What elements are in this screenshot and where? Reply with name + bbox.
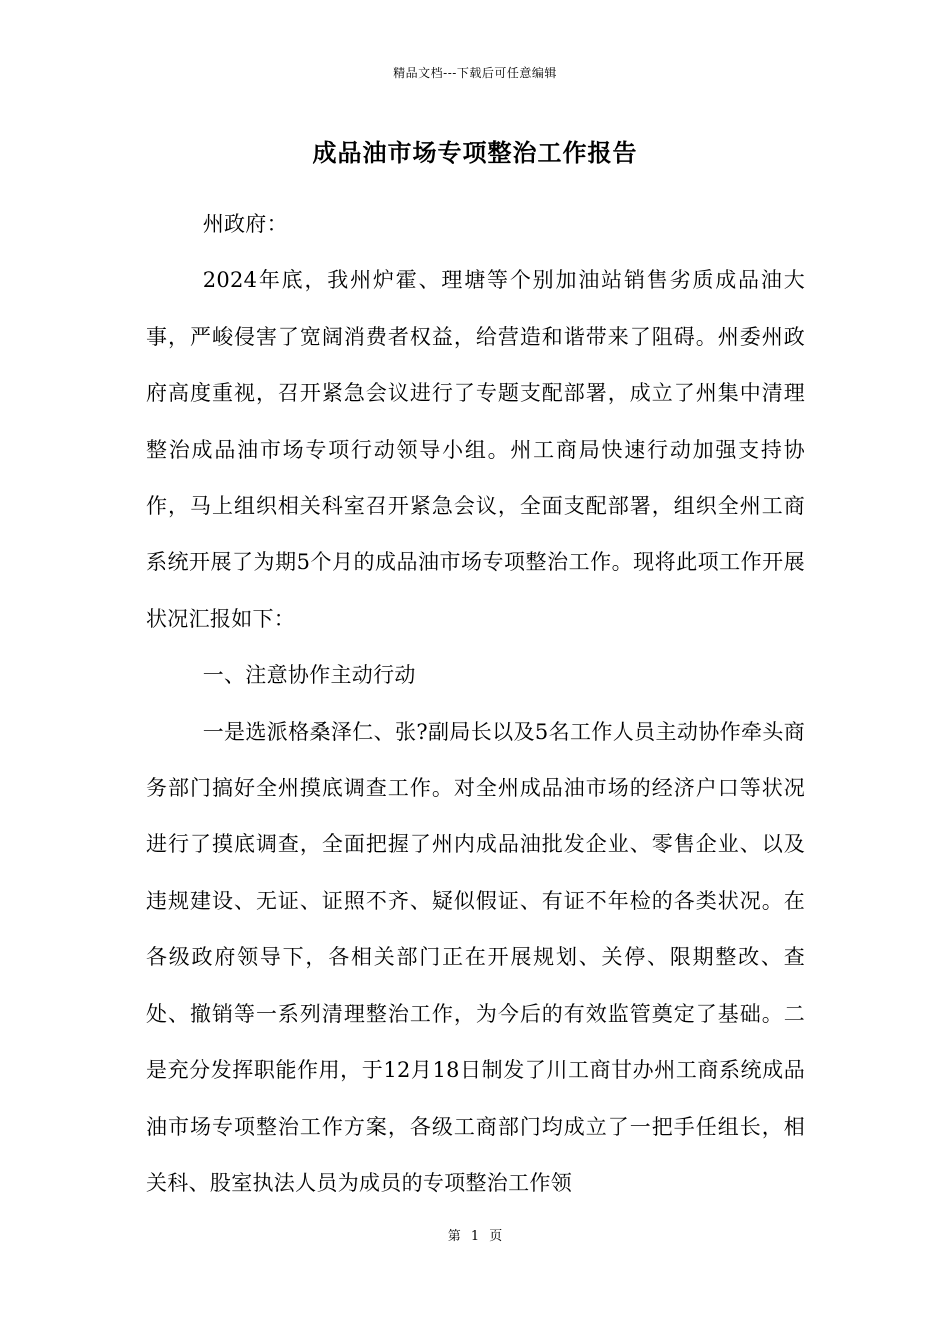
salutation: 州政府：: [202, 212, 288, 236]
header-note: 精品文档---下载后可任意编辑: [393, 66, 557, 80]
footer-prefix: 第: [447, 1229, 461, 1244]
document-title: 成品油市场专项整治工作报告: [312, 138, 638, 167]
page-number: 1: [470, 1229, 480, 1244]
document-body: [146, 196, 805, 1211]
footer-suffix: 页: [489, 1229, 503, 1244]
section-heading: 一、注意协作主动行动: [202, 663, 416, 688]
page-footer: [0, 1227, 950, 1247]
paragraph-section-1: 一是选派格桑泽仁、张?副局长以及5名工作人员主动协作牵头商务部门搞好全州摸底调查工作。对全州成品油市场的经济户口等状况进行了摸底调查，全面把握了州内成品油批发企业、零售企业、以及违规建设、无证、证照不齐、疑似假证、有证不年检的各类状况。在各级政府领导下，各相关部门正在开展规划、关停、限期整改、查处、撤销等一系列清理整治工作，为今后的有效监管奠定了基础。二是充分发挥职能作用，于12月18日制发了川工商甘办州工商系统成品油市场专项整治工作方案，各级工商部门均成立了一把手任组长，相关科、股室执法人员为成员的专项整治工作领: [146, 719, 805, 1195]
paragraph-intro: 2024年底，我州炉霍、理塘等个别加油站销售劣质成品油大事，严峻侵害了宽阔消费者权益，给营造和谐带来了阻碍。州委州政府高度重视，召开紧急会议进行了专题支配部署，成立了州集中清理整治成品油市场专项行动领导小组。州工商局快速行动加强支持协作，马上组织相关科室召开紧急会议，全面支配部署，组织全州工商系统开展了为期5个月的成品油市场专项整治工作。现将此项工作开展状况汇报如下：: [146, 268, 805, 631]
